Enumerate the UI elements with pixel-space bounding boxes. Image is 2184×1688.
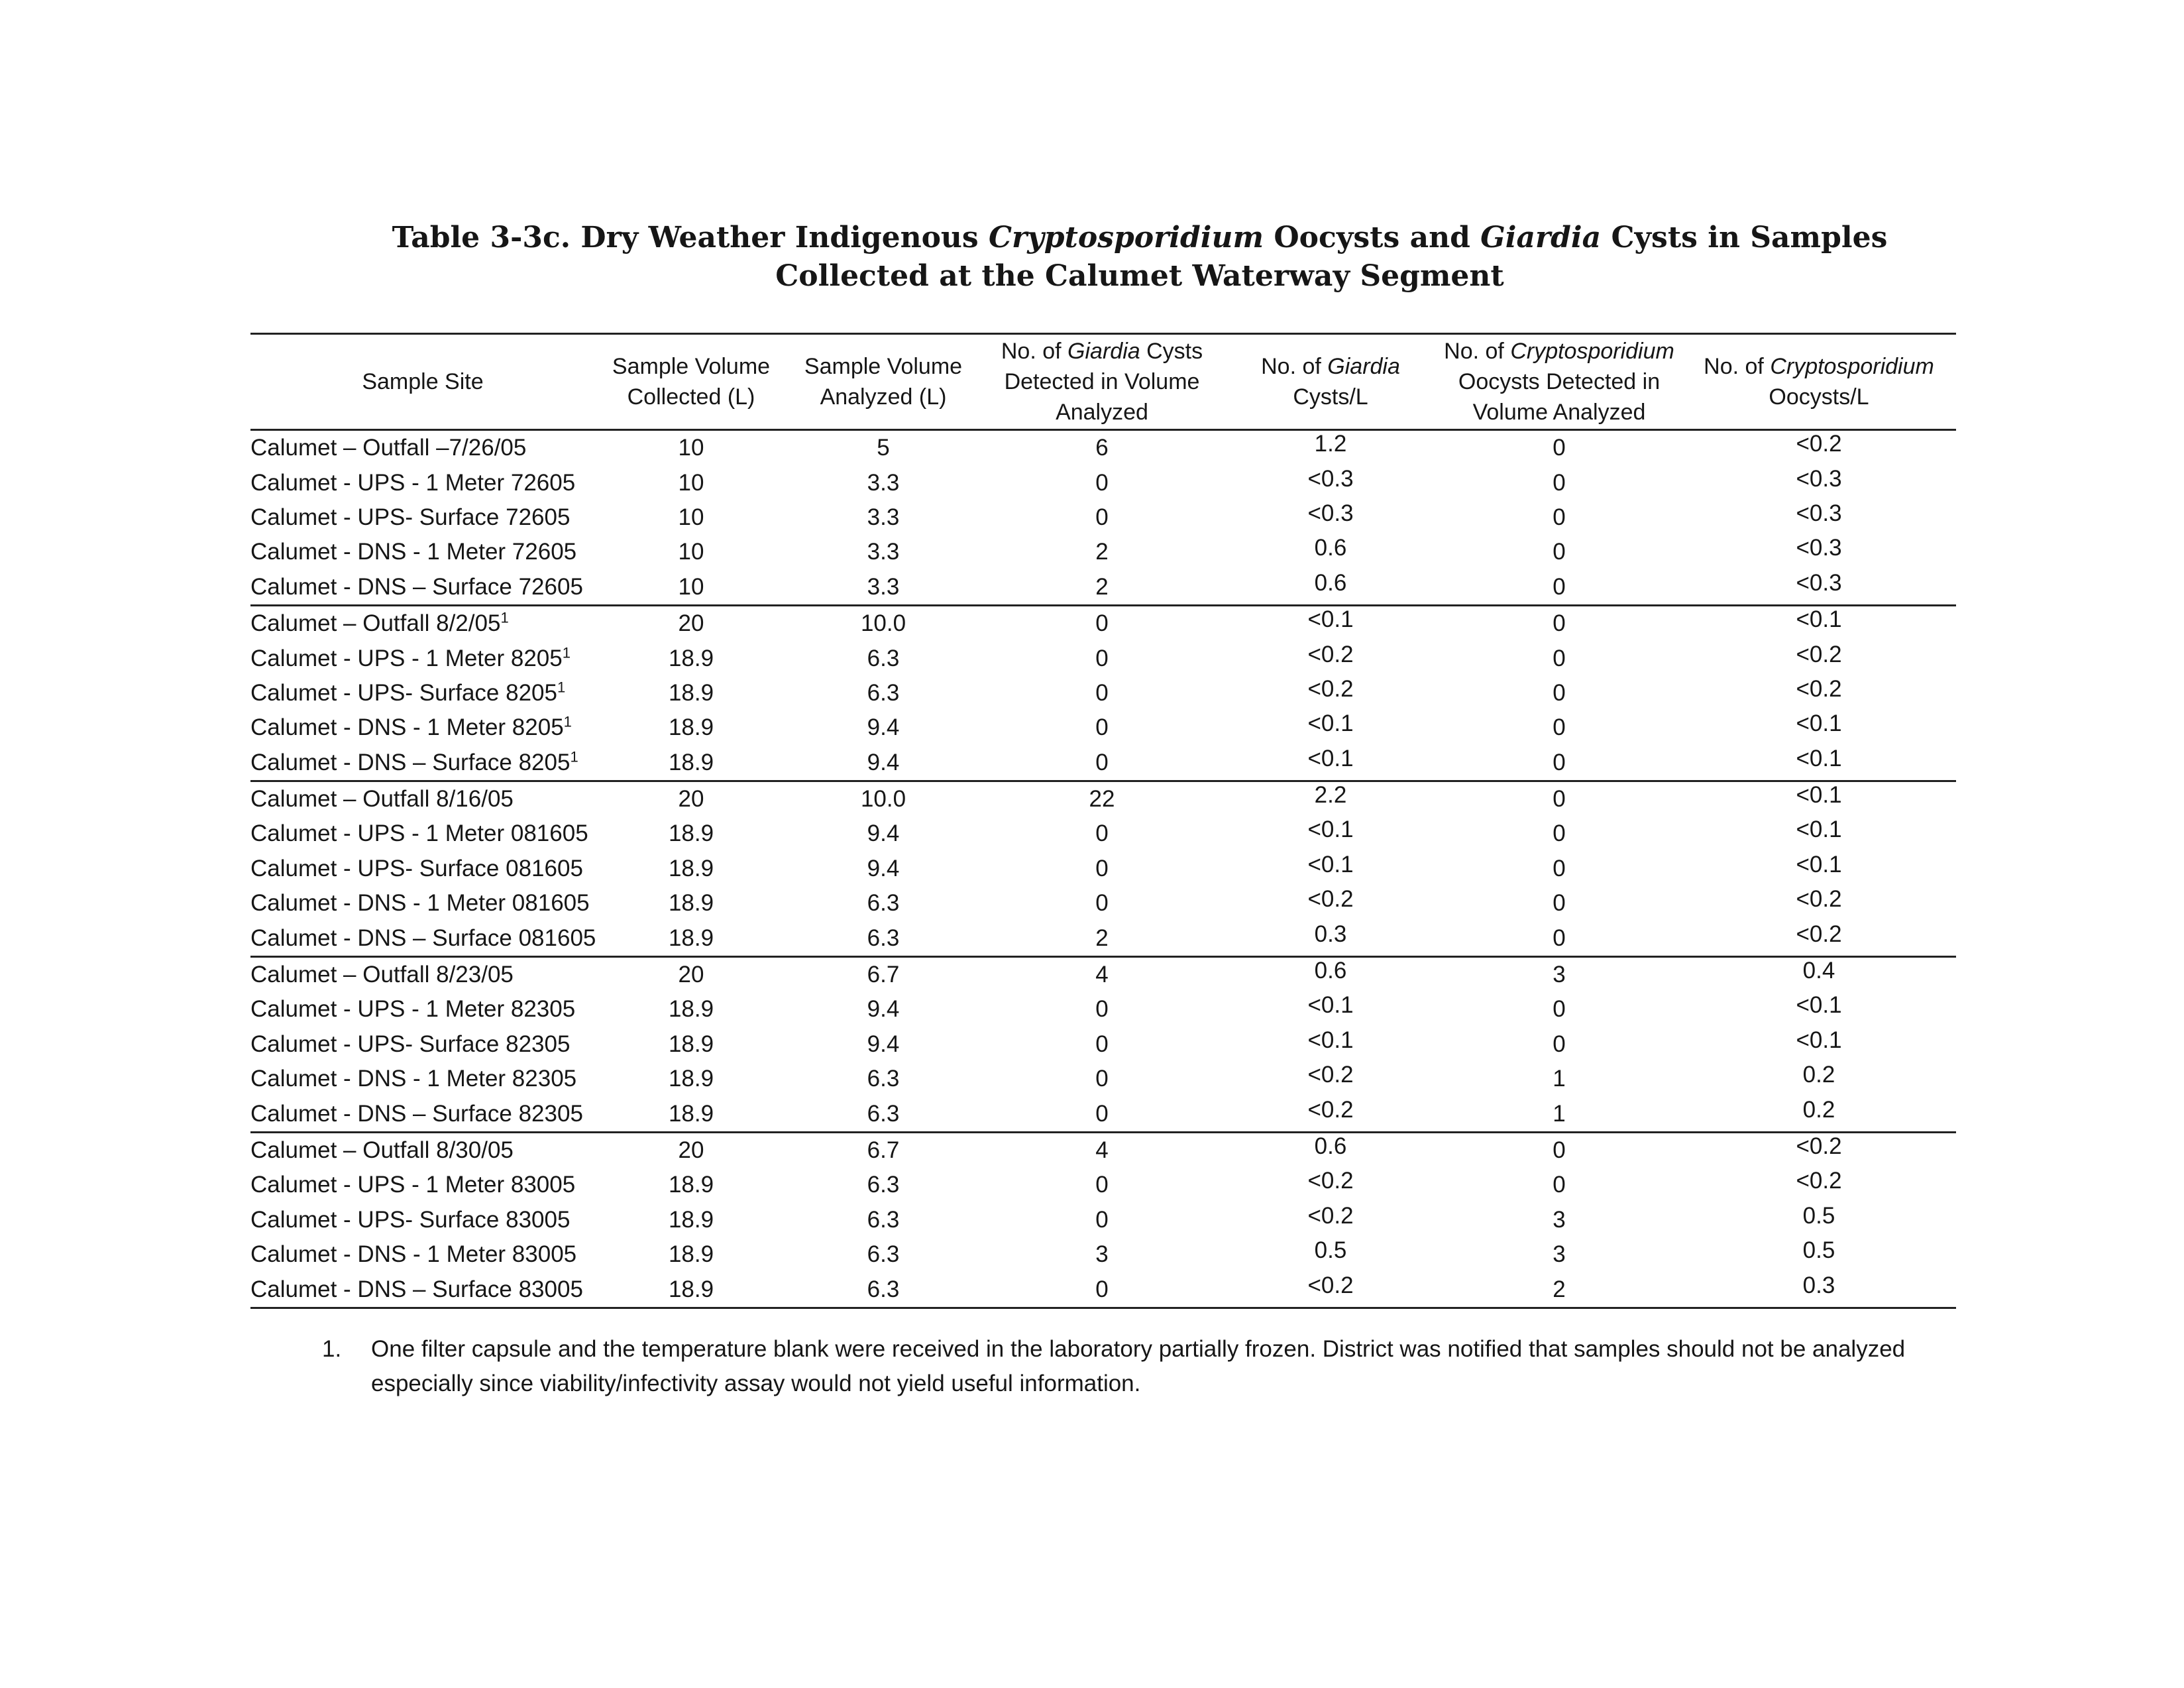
crypto-detected-cell: 0 [1553,786,1566,813]
giardia-per-liter-cell: <0.3 [1307,465,1354,492]
crypto-detected-cell: 0 [1553,610,1566,637]
footnote-marker: 1 [563,713,572,730]
sample-site-cell: Calumet - UPS - 1 Meter 72605 [250,469,576,496]
header-sample-site: Sample Site [362,369,484,394]
header-giardia-per-liter: No. of Giardia Cysts/L [1261,354,1400,410]
sample-site-cell: Calumet - UPS - 1 Meter 83005 [250,1172,576,1198]
table-row [250,1133,1956,1168]
crypto-detected-cell: 0 [1553,435,1566,461]
table-row-group [250,958,1956,1133]
table-row [250,431,1956,465]
header-crypto-per-liter: No. of Cryptosporidium Oocysts/L [1704,354,1934,410]
giardia-detected-cell: 0 [1095,820,1109,847]
giardia-detected-cell: 0 [1095,645,1109,671]
sample-site-cell: Calumet - UPS- Surface 82305 [250,1031,571,1057]
volume-analyzed-cell: 9.4 [867,996,900,1023]
sample-site-cell: Calumet – Outfall 8/23/05 [250,962,514,988]
crypto-detected-cell: 2 [1553,1276,1566,1302]
table-row-group [250,606,1956,782]
giardia-per-liter-cell: <0.1 [1307,1027,1354,1053]
table-row [250,710,1956,745]
volume-collected-cell: 18.9 [668,820,714,847]
volume-analyzed-cell: 6.3 [867,1100,900,1127]
crypto-detected-cell: 0 [1553,1172,1566,1198]
volume-collected-cell: 18.9 [668,890,714,917]
header-volume-collected: Sample Volume Collected (L) [612,354,771,410]
giardia-per-liter-cell: <0.2 [1307,1202,1354,1229]
volume-analyzed-cell: 9.4 [867,855,900,881]
title-prefix: Table 3-3c. Dry Weather Indigenous [392,221,989,254]
volume-collected-cell: 18.9 [668,645,714,671]
table-row [250,992,1956,1027]
volume-collected-cell: 10 [678,539,704,565]
sample-site-cell: Calumet - DNS - 1 Meter 83005 [250,1241,577,1268]
volume-collected-cell: 18.9 [668,1241,714,1268]
title-mid: Oocysts and [1264,221,1481,254]
table-row [250,1237,1956,1272]
volume-analyzed-cell: 10.0 [860,786,906,813]
table-header [250,335,1956,431]
crypto-per-liter-cell: <0.3 [1796,569,1842,596]
table-row [250,535,1956,569]
giardia-detected-cell: 2 [1095,573,1109,600]
volume-collected-cell: 10 [678,504,704,530]
footnote-marker: 1 [570,748,578,765]
giardia-per-liter-cell: <0.1 [1307,745,1354,771]
table-row [250,570,1956,604]
table-row [250,1027,1956,1062]
sample-site-cell: Calumet – Outfall 8/16/05 [250,786,514,813]
volume-analyzed-cell: 6.7 [867,962,900,988]
header-volume-analyzed: Sample Volume Analyzed (L) [804,354,963,410]
volume-collected-cell: 20 [678,610,704,637]
giardia-detected-cell: 0 [1095,1172,1109,1198]
volume-analyzed-cell: 6.3 [867,890,900,917]
volume-collected-cell: 10 [678,469,704,496]
volume-analyzed-cell: 6.3 [867,679,900,706]
giardia-detected-cell: 0 [1095,610,1109,637]
crypto-detected-cell: 0 [1553,645,1566,671]
title-suffix: Cysts in Samples Collected at the Calumet Waterway Segment [775,221,1888,293]
giardia-detected-cell: 0 [1095,714,1109,741]
sample-site-cell: Calumet - DNS – Surface 83005 [250,1276,583,1302]
giardia-detected-cell: 2 [1095,925,1109,951]
table-title [318,219,1961,296]
volume-analyzed-cell: 3.3 [867,469,900,496]
crypto-per-liter-cell: 0.5 [1802,1202,1835,1229]
table-row-group [250,431,1956,606]
giardia-detected-cell: 0 [1095,469,1109,496]
giardia-detected-cell: 6 [1095,435,1109,461]
giardia-detected-cell: 3 [1095,1241,1109,1268]
crypto-per-liter-cell: <0.1 [1796,1027,1842,1053]
giardia-per-liter-cell: <0.2 [1307,1096,1354,1123]
giardia-per-liter-cell: <0.1 [1307,710,1354,737]
volume-analyzed-cell: 9.4 [867,1031,900,1057]
crypto-per-liter-cell: 0.5 [1802,1237,1835,1264]
giardia-per-liter-cell: <0.1 [1307,606,1354,633]
giardia-detected-cell: 0 [1095,996,1109,1023]
volume-analyzed-cell: 6.3 [867,925,900,951]
giardia-per-liter-cell: <0.2 [1307,641,1354,667]
volume-collected-cell: 18.9 [668,749,714,775]
sample-site-cell: Calumet - DNS – Surface 081605 [250,925,596,951]
volume-collected-cell: 18.9 [668,1172,714,1198]
sample-site-cell: Calumet - UPS- Surface 8205$^1$ [250,679,566,706]
giardia-per-liter-cell: <0.1 [1307,992,1354,1019]
crypto-per-liter-cell: <0.1 [1796,851,1842,877]
table-row [250,1062,1956,1096]
volume-collected-cell: 18.9 [668,1206,714,1233]
sample-site-cell: Calumet - DNS - 1 Meter 8205$^1$ [250,713,572,741]
giardia-per-liter-cell: <0.1 [1307,851,1354,877]
table-row [250,676,1956,710]
footnote [322,1332,1932,1401]
volume-collected-cell: 20 [678,786,704,813]
crypto-per-liter-cell: <0.2 [1796,1133,1842,1159]
crypto-per-liter-cell: <0.2 [1796,431,1842,457]
giardia-per-liter-cell: <0.3 [1307,500,1354,526]
crypto-detected-cell: 0 [1553,820,1566,847]
volume-collected-cell: 18.9 [668,1100,714,1127]
crypto-detected-cell: 0 [1553,573,1566,600]
crypto-detected-cell: 0 [1553,1137,1566,1163]
crypto-per-liter-cell: <0.2 [1796,921,1842,947]
crypto-per-liter-cell: <0.2 [1796,1168,1842,1194]
sample-site-cell: Calumet - DNS - 1 Meter 081605 [250,890,590,917]
table-row [250,816,1956,851]
sample-site-cell: Calumet – Outfall –7/26/05 [250,435,527,461]
volume-collected-cell: 18.9 [668,855,714,881]
header-giardia-detected: No. of Giardia Cysts Detected in Volume Analyzed [1001,339,1203,425]
crypto-per-liter-cell: <0.1 [1796,992,1842,1019]
table-row [250,1203,1956,1237]
footnote-text: One filter capsule and the temperature blank were received in the laboratory partially frozen. District was notified that samples should not be analyzed especially since viability/infectivity assay would not yield useful information. [371,1336,1906,1396]
sample-site-cell: Calumet – Outfall 8/30/05 [250,1137,514,1163]
giardia-per-liter-cell: 0.6 [1314,569,1347,596]
volume-analyzed-cell: 9.4 [867,749,900,775]
table-row [250,465,1956,500]
table-row [250,500,1956,535]
sample-site-cell: Calumet – Outfall 8/2/05$^1$ [250,609,509,637]
sample-site-cell: Calumet - DNS - 1 Meter 72605 [250,539,577,565]
giardia-detected-cell: 0 [1095,504,1109,530]
crypto-per-liter-cell: 0.2 [1802,1096,1835,1123]
giardia-detected-cell: 0 [1095,1066,1109,1092]
volume-analyzed-cell: 6.3 [867,1206,900,1233]
giardia-per-liter-cell: <0.2 [1307,886,1354,913]
crypto-detected-cell: 0 [1553,1031,1566,1057]
crypto-per-liter-cell: 0.3 [1802,1272,1835,1298]
giardia-per-liter-cell: 1.2 [1314,431,1347,457]
crypto-detected-cell: 0 [1553,890,1566,917]
volume-collected-cell: 20 [678,962,704,988]
volume-collected-cell: 18.9 [668,1066,714,1092]
sample-site-cell: Calumet - DNS – Surface 72605 [250,573,583,600]
crypto-detected-cell: 0 [1553,504,1566,530]
giardia-detected-cell: 2 [1095,539,1109,565]
giardia-per-liter-cell: 0.3 [1314,921,1347,947]
giardia-per-liter-cell: 2.2 [1314,782,1347,809]
volume-collected-cell: 18.9 [668,1276,714,1302]
table-row [250,852,1956,886]
volume-analyzed-cell: 6.3 [867,1276,900,1302]
volume-analyzed-cell: 9.4 [867,714,900,741]
giardia-per-liter-cell: <0.2 [1307,1062,1354,1088]
giardia-detected-cell: 0 [1095,1031,1109,1057]
sample-site-cell: Calumet - UPS- Surface 72605 [250,504,571,530]
crypto-detected-cell: 0 [1553,679,1566,706]
title-giardia: Giardia [1480,221,1602,254]
crypto-per-liter-cell: <0.2 [1796,886,1842,913]
table-row [250,1272,1956,1306]
crypto-per-liter-cell: <0.3 [1796,535,1842,561]
crypto-detected-cell: 0 [1553,539,1566,565]
table-row [250,921,1956,955]
volume-analyzed-cell: 6.3 [867,1066,900,1092]
giardia-per-liter-cell: 0.5 [1314,1237,1347,1264]
footnote-marker: 1 [557,679,566,696]
crypto-detected-cell: 0 [1553,925,1566,951]
crypto-detected-cell: 3 [1553,962,1566,988]
crypto-per-liter-cell: <0.3 [1796,465,1842,492]
volume-analyzed-cell: 9.4 [867,820,900,847]
table-row-group [250,1133,1956,1309]
crypto-per-liter-cell: <0.1 [1796,745,1842,771]
crypto-detected-cell: 0 [1553,749,1566,775]
giardia-per-liter-cell: <0.2 [1307,675,1354,702]
giardia-per-liter-cell: <0.2 [1307,1272,1354,1298]
volume-analyzed-cell: 10.0 [860,610,906,637]
giardia-detected-cell: 0 [1095,749,1109,775]
sample-site-cell: Calumet - DNS - 1 Meter 82305 [250,1066,577,1092]
giardia-detected-cell: 0 [1095,1276,1109,1302]
footnote-number: 1. [322,1336,342,1362]
volume-analyzed-cell: 3.3 [867,539,900,565]
table-row [250,958,1956,992]
giardia-per-liter-cell: 0.6 [1314,958,1347,984]
volume-analyzed-cell: 6.3 [867,1172,900,1198]
footnote-marker: 1 [562,644,571,661]
crypto-per-liter-cell: <0.2 [1796,641,1842,667]
giardia-detected-cell: 4 [1095,962,1109,988]
volume-analyzed-cell: 6.3 [867,645,900,671]
footnote-marker: 1 [500,609,509,626]
volume-collected-cell: 20 [678,1137,704,1163]
sample-site-cell: Calumet - DNS – Surface 8205$^1$ [250,748,578,775]
crypto-per-liter-cell: <0.1 [1796,606,1842,633]
volume-collected-cell: 10 [678,435,704,461]
crypto-detected-cell: 1 [1553,1066,1566,1092]
giardia-detected-cell: 22 [1089,786,1115,813]
giardia-detected-cell: 0 [1095,1100,1109,1127]
sample-site-cell: Calumet - UPS - 1 Meter 82305 [250,996,576,1023]
giardia-detected-cell: 0 [1095,679,1109,706]
sample-site-cell: Calumet - UPS- Surface 081605 [250,855,583,881]
sample-site-cell: Calumet - UPS - 1 Meter 081605 [250,820,588,847]
giardia-detected-cell: 0 [1095,855,1109,881]
crypto-detected-cell: 0 [1553,855,1566,881]
volume-collected-cell: 18.9 [668,679,714,706]
volume-analyzed-cell: 6.7 [867,1137,900,1163]
crypto-detected-cell: 0 [1553,996,1566,1023]
volume-analyzed-cell: 5 [877,435,890,461]
crypto-detected-cell: 3 [1553,1241,1566,1268]
crypto-per-liter-cell: 0.4 [1802,958,1835,984]
title-crypto: Cryptosporidium [989,221,1264,254]
sample-site-cell: Calumet - UPS - 1 Meter 8205$^1$ [250,644,571,671]
giardia-per-liter-cell: 0.6 [1314,1133,1347,1159]
giardia-detected-cell: 4 [1095,1137,1109,1163]
crypto-detected-cell: 1 [1553,1100,1566,1127]
table-row [250,886,1956,921]
giardia-per-liter-cell: <0.2 [1307,1168,1354,1194]
crypto-detected-cell: 0 [1553,714,1566,741]
volume-collected-cell: 18.9 [668,714,714,741]
giardia-detected-cell: 0 [1095,1206,1109,1233]
sample-site-cell: Calumet - DNS – Surface 82305 [250,1100,583,1127]
volume-collected-cell: 18.9 [668,996,714,1023]
crypto-detected-cell: 3 [1553,1206,1566,1233]
crypto-per-liter-cell: <0.3 [1796,500,1842,526]
crypto-detected-cell: 0 [1553,469,1566,496]
crypto-per-liter-cell: <0.1 [1796,782,1842,809]
table-row [250,746,1956,780]
table-row-group [250,782,1956,958]
data-table [250,333,1956,1309]
volume-collected-cell: 18.9 [668,1031,714,1057]
volume-analyzed-cell: 6.3 [867,1241,900,1268]
crypto-per-liter-cell: <0.1 [1796,816,1842,843]
crypto-per-liter-cell: <0.1 [1796,710,1842,737]
table-row [250,782,1956,816]
table-row [250,1168,1956,1202]
table-row [250,1096,1956,1131]
volume-collected-cell: 10 [678,573,704,600]
volume-analyzed-cell: 3.3 [867,504,900,530]
volume-collected-cell: 18.9 [668,925,714,951]
table-row [250,641,1956,675]
table-row [250,606,1956,641]
crypto-per-liter-cell: 0.2 [1802,1062,1835,1088]
volume-analyzed-cell: 3.3 [867,573,900,600]
sample-site-cell: Calumet - UPS- Surface 83005 [250,1206,571,1233]
giardia-detected-cell: 0 [1095,890,1109,917]
header-crypto-detected: No. of Cryptosporidium Oocysts Detected in Volume Analyzed [1444,339,1674,425]
crypto-per-liter-cell: <0.2 [1796,675,1842,702]
table-body [250,431,1956,1309]
giardia-per-liter-cell: 0.6 [1314,535,1347,561]
giardia-per-liter-cell: <0.1 [1307,816,1354,843]
